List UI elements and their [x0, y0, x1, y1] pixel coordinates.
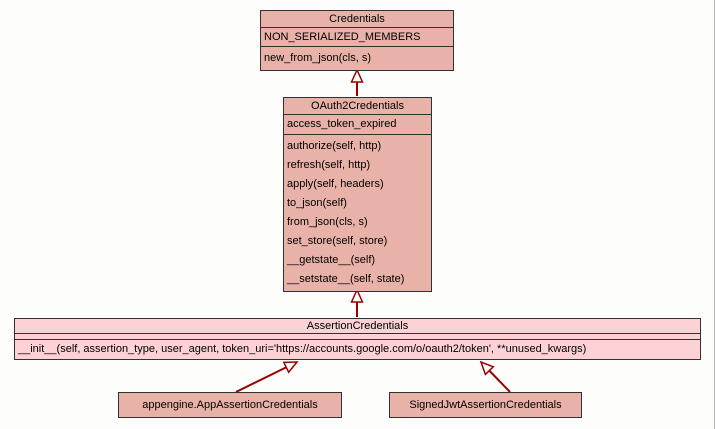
method: from_json(cls, s) [287, 216, 368, 228]
class-box-appengine-appassertioncredentials [118, 392, 342, 418]
method: apply(self, headers) [287, 178, 384, 190]
inheritance-arrow-signedjwt-to-assertion [481, 362, 510, 392]
method: set_store(self, store) [287, 235, 388, 247]
class-box-oauth2credentials [283, 97, 432, 292]
method: __getstate__(self) [287, 254, 376, 266]
class-box-credentials [260, 10, 454, 71]
attributes-compartment [261, 28, 453, 47]
methods-compartment [15, 340, 700, 359]
method: new_from_json(cls, s) [264, 52, 371, 64]
class-name-assertioncredentials: AssertionCredentials [15, 319, 700, 334]
class-name-oauth2credentials: OAuth2Credentials [284, 98, 431, 115]
class-name-signedjwtassertioncredentials: SignedJwtAssertionCredentials [409, 399, 562, 411]
methods-compartment [284, 135, 431, 291]
class-box-signedjwtassertioncredentials [389, 392, 582, 418]
class-name-appengine-appassertioncredentials: appengine.AppAssertionCredentials [142, 399, 318, 411]
attribute: NON_SERIALIZED_MEMBERS [264, 31, 421, 43]
attributes-compartment [284, 115, 431, 135]
method: refresh(self, http) [287, 159, 371, 171]
methods-compartment [261, 47, 453, 70]
class-box-assertioncredentials [14, 318, 701, 360]
attribute: access_token_expired [287, 118, 397, 130]
method: __init__(self, assertion_type, user_agent, token_uri='https://accounts.google.com/o/oauth2/token', **unused_kwargs) [18, 343, 587, 355]
inheritance-arrow-appengine-to-assertion [236, 362, 297, 392]
method: to_json(self) [287, 197, 347, 209]
method: __setstate__(self, state) [287, 273, 405, 285]
method: authorize(self, http) [287, 140, 382, 152]
class-name-credentials: Credentials [261, 11, 453, 28]
